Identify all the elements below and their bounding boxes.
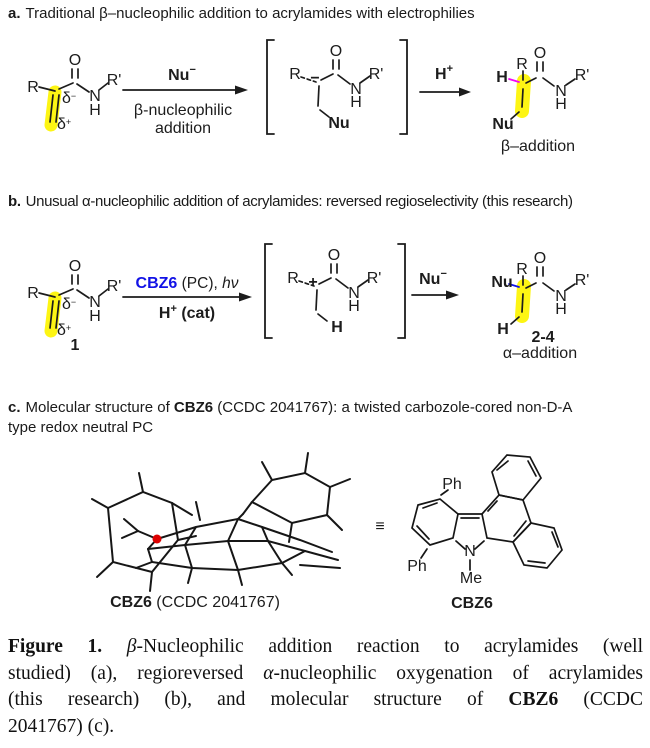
reaction-arrow-b2 (412, 268, 459, 300)
nitrogen-atom-dot (153, 535, 162, 544)
panel-c-label: c. (8, 399, 21, 416)
panel-a-label: a. (8, 5, 21, 22)
compound-number-2-4: 2-4 (531, 329, 555, 346)
atom-label-N: N (89, 294, 101, 311)
cbz6-2d-structure (412, 455, 562, 570)
caption-figure-number: Figure 1. (8, 636, 103, 657)
atom-label-N: N (555, 83, 567, 100)
atom-label-H: H (350, 94, 362, 111)
arrowhead (446, 291, 459, 300)
atom-label-O: O (533, 45, 547, 62)
caption-text: (this research) (b), and molecular structure of (8, 689, 509, 710)
panel-a-title: Traditional β–nucleophilic addition to acrylamides with electrophilies (25, 5, 475, 22)
caption-text: -Nucleophilic addition reaction to acrylamides (well (136, 636, 644, 657)
nucleophile-atom-label: Nu (492, 116, 514, 133)
atom-label-H: H (348, 298, 360, 315)
atom-label-N: N (89, 88, 101, 105)
beta-addition-note: β–addition (500, 138, 576, 155)
atom-label-R: R (516, 261, 528, 278)
atom-label-Rprime: R' (106, 278, 122, 295)
panel-a-scheme (27, 40, 589, 155)
proton-atom-label: H (497, 321, 509, 338)
panel-c-title-compound: CBZ6 (173, 399, 214, 416)
atom-label-R: R (289, 66, 301, 83)
panel-b-scheme (27, 244, 589, 362)
caption-text: (CCDC (558, 689, 643, 710)
compound-number-1: 1 (70, 337, 80, 354)
atom-label-N: N (555, 288, 567, 305)
delta-minus-label: δ− (62, 296, 77, 313)
caption-compound: CBZ6 (508, 689, 559, 710)
atom-label-O: O (68, 258, 82, 275)
atom-label-H: H (89, 308, 101, 325)
added-proton-label: H (496, 69, 508, 86)
atom-label-O: O (68, 52, 82, 69)
alpha-product-structure (491, 250, 589, 362)
phenyl-top-label: Ph (442, 476, 462, 493)
xray-structure-label: CBZ6 (CCDC 2041767) (110, 594, 280, 611)
xray-wireframe (92, 453, 350, 591)
caption-text: 2041767) (c). (8, 715, 115, 737)
carbanion-charge: − (310, 70, 320, 87)
acid-catalyst-label: H+ (cat) (158, 303, 216, 322)
phenyl-bottom-label: Ph (407, 558, 427, 575)
panel-c-graphics (92, 453, 562, 612)
atom-label-Rprime: R' (574, 272, 590, 289)
atom-label-N: N (348, 285, 360, 302)
caption-line-1 (8, 634, 643, 661)
nucleophile-atom-label: Nu (328, 115, 350, 132)
panel-b-title: Unusual α-nucleophilic addition of acrylamides: reversed regioselectivity (this research) (25, 193, 573, 210)
acrylamide-structure-b (27, 258, 121, 354)
atom-label-O: O (329, 43, 343, 60)
carbocation-intermediate-structure (265, 244, 405, 338)
carbocation-charge: + (308, 274, 318, 291)
delta-plus-label: δ+ (57, 116, 72, 133)
caption-line-2 (8, 661, 643, 688)
reaction-arrow-b1 (123, 275, 252, 322)
arrowhead (459, 88, 471, 97)
atom-label-Rprime: R' (106, 72, 122, 89)
step-name-line2: addition (154, 120, 212, 137)
alpha-addition-note: α–addition (502, 345, 578, 362)
step-name-line1: β-nucleophilic (133, 102, 233, 119)
caption-beta: β (126, 636, 137, 657)
equivalence-symbol: ≡ (375, 518, 385, 535)
acrylamide-structure-a (27, 52, 121, 133)
caption-line-3 (8, 687, 643, 714)
atom-label-Rprime: R' (574, 67, 590, 84)
atom-label-R: R (27, 79, 39, 96)
caption-alpha: α (263, 662, 274, 684)
atom-label-H: H (555, 96, 567, 113)
nitrogen-label: N (464, 543, 476, 560)
nucleophile-reagent-label: Nu− (168, 64, 196, 84)
atom-label-H: H (555, 301, 567, 318)
atom-label-R: R (287, 270, 299, 287)
caption-text: studied) (a), regioreversed (8, 662, 264, 684)
atom-label-O: O (327, 247, 341, 264)
delta-plus-label: δ+ (57, 322, 72, 339)
atom-label-Rprime: R' (366, 270, 382, 287)
panel-c-title-pre: Molecular structure of (25, 399, 174, 416)
caption-line-4 (8, 714, 643, 741)
atom-label-R: R (516, 56, 528, 73)
beta-product-structure (492, 45, 589, 155)
cbz6-structure-label: CBZ6 (451, 595, 493, 612)
panel-b-label: b. (8, 193, 21, 210)
atom-label-N: N (350, 81, 362, 98)
proton-atom-label: H (331, 319, 343, 336)
atom-label-R: R (27, 285, 39, 302)
carbanion-intermediate-structure (267, 40, 407, 134)
atom-label-H: H (89, 102, 101, 119)
caption-text: -nucleophilic oxygenation of acrylamides (273, 662, 643, 684)
arrowhead (235, 86, 248, 95)
proton-reagent-label: H+ (435, 63, 453, 83)
photocatalyst-conditions-label: CBZ6 (PC), hν (135, 275, 239, 292)
arrowhead (239, 293, 252, 302)
panel-c-title-post: (CCDC 2041767): a twisted carbozole-cored non-D-A (213, 399, 573, 416)
panel-c-title-line2: type redox neutral PC (8, 419, 154, 436)
atom-label-O: O (533, 250, 547, 267)
methyl-label: Me (459, 570, 483, 587)
delta-minus-label: δ− (62, 90, 77, 107)
reaction-arrow-a1 (123, 64, 248, 137)
atom-label-Rprime: R' (368, 66, 384, 83)
nucleophile-reagent-label: Nu− (419, 268, 447, 288)
reaction-arrow-a2 (420, 63, 471, 97)
added-nucleophile-label: Nu (491, 274, 513, 291)
figure-caption (8, 634, 643, 740)
